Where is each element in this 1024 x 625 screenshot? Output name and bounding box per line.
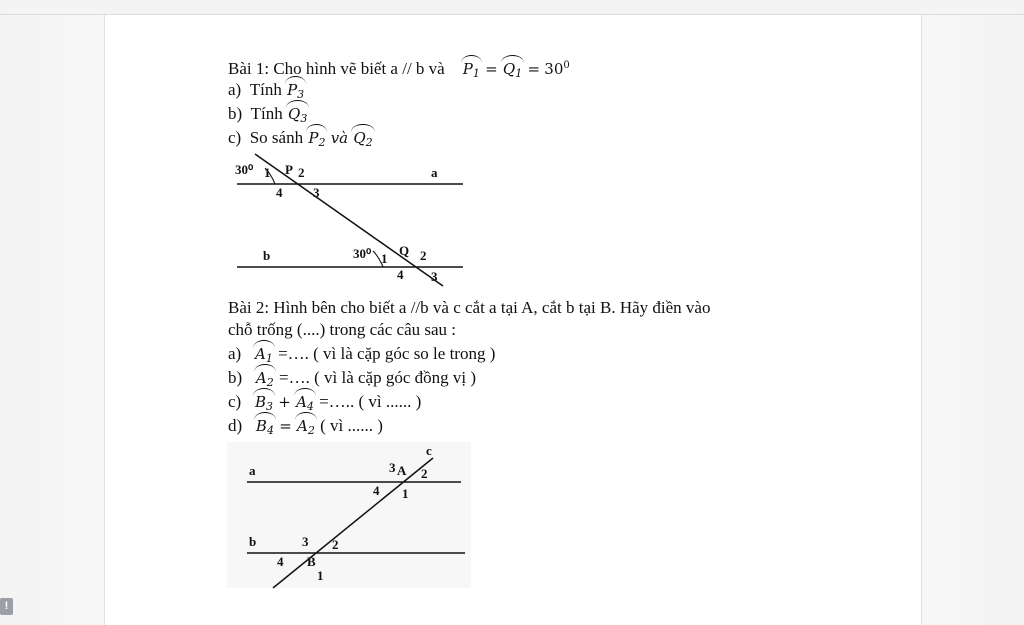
label-q: Q xyxy=(399,243,410,258)
label-line-a2: a xyxy=(249,463,256,478)
label-q1: 1 xyxy=(381,251,388,266)
equals-sign: = xyxy=(527,60,541,78)
bai1-figure xyxy=(225,150,470,290)
angle-a2: $A_2$ xyxy=(255,367,275,394)
right-gutter xyxy=(921,15,1024,625)
conjunction: và xyxy=(330,129,349,147)
label-b3: 3 xyxy=(302,534,309,549)
side-notification-button[interactable]: ! xyxy=(0,598,13,615)
bai2-item-a: a) $A_1$ =…. ( vì là cặp góc so le trong ) xyxy=(228,343,495,370)
equals-sign: = xyxy=(485,60,498,78)
label-p1: 1 xyxy=(264,165,271,180)
angle-a4: $A_4$ xyxy=(295,391,315,418)
bai1-title-text: Bài 1: Cho hình vẽ biết a // b và xyxy=(228,59,445,78)
label-b2: 2 xyxy=(332,537,339,552)
label-point-a: A xyxy=(397,463,407,478)
label-30-bottom: 30⁰ xyxy=(353,246,372,261)
angle-p2: $P_2$ xyxy=(307,127,326,154)
label-line-b2: b xyxy=(249,534,257,549)
label-b1: 1 xyxy=(317,568,324,583)
bai2-item-b: b) $A_2$ =…. ( vì là cặp góc đồng vị ) xyxy=(228,367,476,394)
bai2-line1: Bài 2: Hình bên cho biết a //b và c cắt a tại A, cắt b tại B. Hãy điền vào xyxy=(228,298,711,317)
left-gutter xyxy=(0,15,105,625)
angle-a1: $A_1$ xyxy=(254,343,274,370)
label-b4: 4 xyxy=(277,554,284,569)
given-value: $30^0$ xyxy=(544,60,570,78)
label-line-c: c xyxy=(426,443,432,458)
label-a4: 4 xyxy=(373,483,380,498)
angle-a2-d: $A_2$ xyxy=(296,415,316,442)
label-line-a: a xyxy=(431,165,438,180)
bai2-figure xyxy=(225,440,475,590)
label-p: P xyxy=(285,162,293,177)
label-a1: 1 xyxy=(402,486,409,501)
label-p2: 2 xyxy=(298,165,305,180)
bai1-item-c: c) So sánh $P_2$ và $Q_2$ xyxy=(228,127,374,154)
label-a3: 3 xyxy=(389,460,396,475)
label-q2: 2 xyxy=(420,248,427,263)
label-p3: 3 xyxy=(313,185,320,200)
angle-q1: $Q_1$ xyxy=(502,58,523,85)
bai1-item-b: b) Tính $Q_3$ xyxy=(228,103,308,130)
angle-q2: $Q_2$ xyxy=(352,127,373,154)
transversal xyxy=(255,154,443,286)
angle-p3: $P_3$ xyxy=(286,79,305,106)
label-p4: 4 xyxy=(276,185,283,200)
bai2-item-d: d) $B_4 = A_2$ ( vì ...... ) xyxy=(228,415,383,442)
label-q4: 4 xyxy=(397,267,404,282)
bai1-item-a: a) Tính $P_3$ xyxy=(228,79,305,106)
label-a2: 2 xyxy=(421,466,428,481)
label-q3: 3 xyxy=(431,269,438,284)
label-line-b: b xyxy=(263,248,271,263)
angle-q3: $Q_3$ xyxy=(287,103,308,130)
bai2-item-c: c) $B_3 + A_4$ =….. ( vì ...... ) xyxy=(228,391,421,418)
label-point-b: B xyxy=(307,554,316,569)
bai2-line2: chỗ trống (....) trong các câu sau : xyxy=(228,320,456,339)
top-toolbar xyxy=(0,0,1024,15)
angle-b3: $B_3$ xyxy=(254,391,274,418)
label-30-top: 30⁰ xyxy=(235,162,254,177)
angle-p1: $P_1$ xyxy=(462,58,481,85)
angle-b4: $B_4$ xyxy=(255,415,275,442)
